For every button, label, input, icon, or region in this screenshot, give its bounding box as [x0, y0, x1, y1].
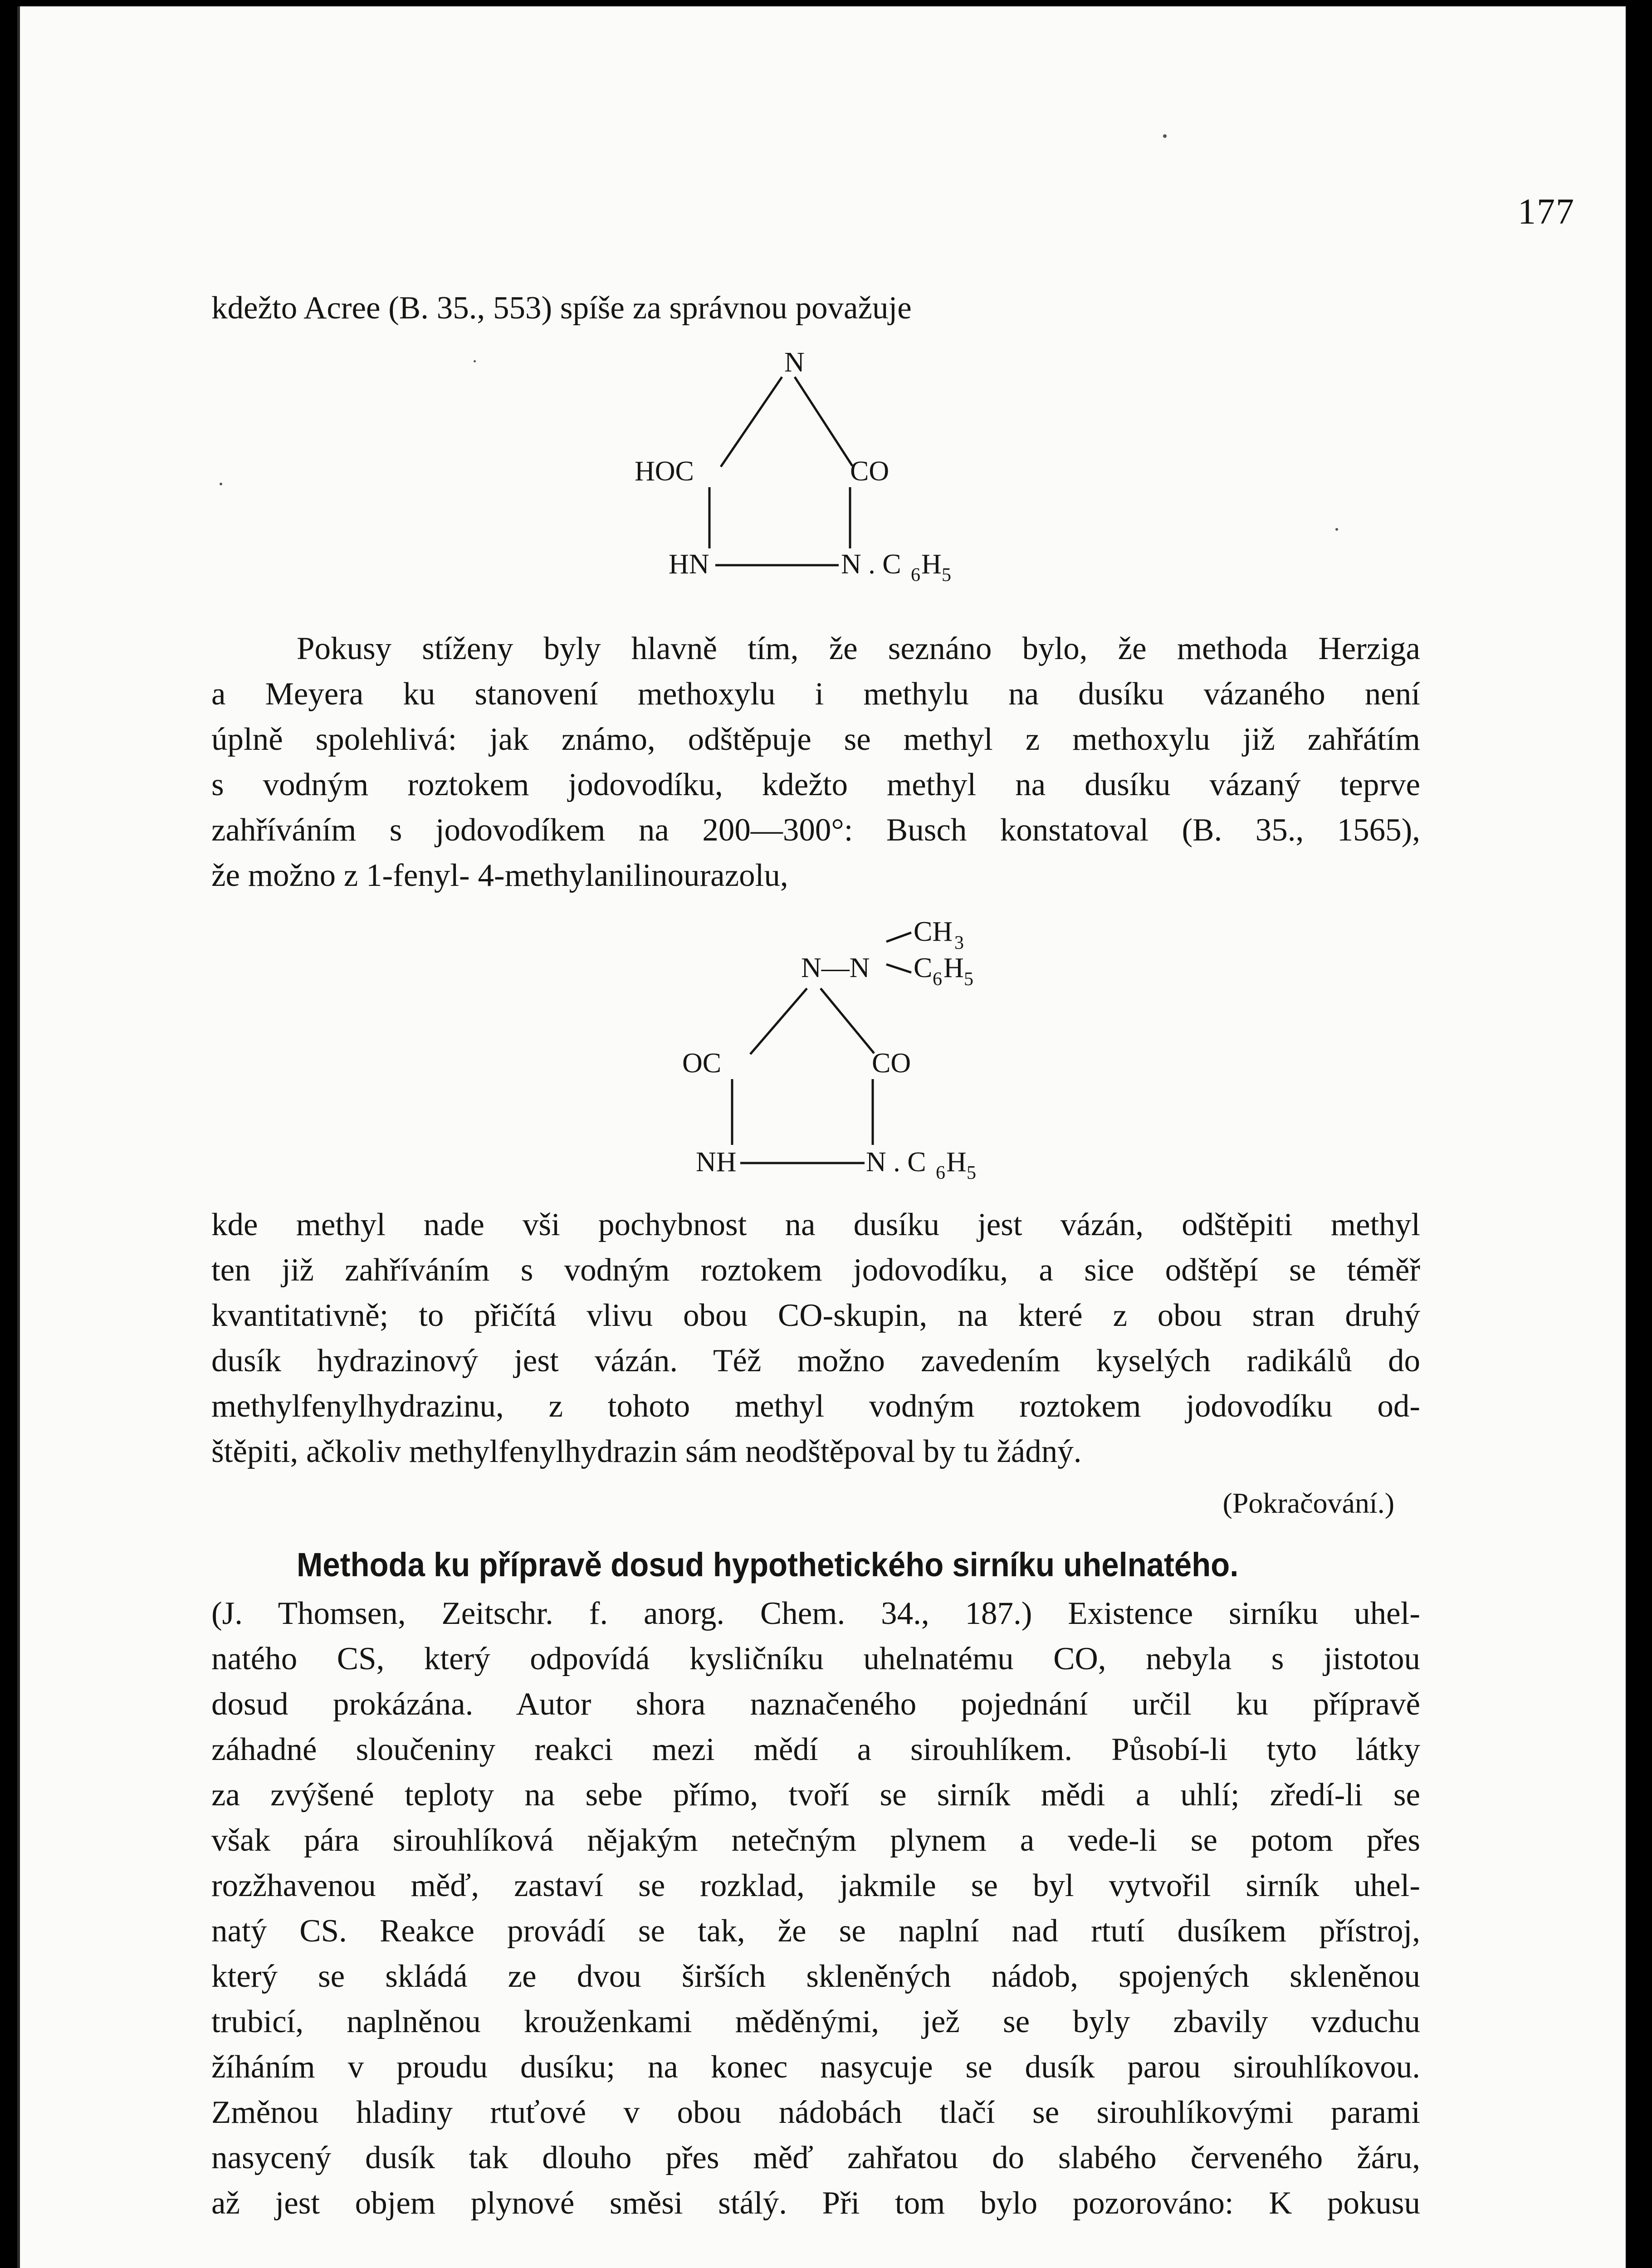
text-line: rozžhavenou měď, zastaví se rozklad, jakmile se byl vytvořil sirník uhel- [211, 1868, 1420, 1903]
text-line-intro: kdežto Acree (B. 35., 553) spíše za správnou považuje [211, 290, 912, 326]
formula2-nh: NH [696, 1147, 737, 1178]
text-line: až jest objem plynové směsi stálý. Při tom bylo pozorováno: K pokusu [211, 2185, 1420, 2221]
formula1-h: H [921, 549, 942, 580]
formula2-bond-right [821, 988, 874, 1053]
text-line: natý CS. Reakce provádí se tak, že se naplní nad rtutí dusíkem přístroj, [211, 1913, 1420, 1949]
section-heading: Methoda ku přípravě dosud hypothetického sirníku uhelnatého. [297, 1546, 1239, 1584]
formula-2-svg [655, 909, 1086, 1190]
text-line: dusík hydrazinový jest vázán. Též možno zavedením kyselých radikálů do [211, 1343, 1420, 1378]
scan-speck [474, 360, 476, 362]
formula-1-svg [605, 344, 1013, 598]
formula2-bond-left [750, 988, 807, 1054]
text-line: štěpiti, ačkoliv methylfenylhydrazin sám neodštěpoval by tu žádný. [211, 1434, 1082, 1469]
text-line: methylfenylhydrazinu, z tohoto methyl vodným roztokem jodovodíku od- [211, 1388, 1420, 1424]
formula2-ch: CH [914, 916, 953, 947]
text-line: s vodným roztokem jodovodíku, kdežto methyl na dusíku vázaný teprve [211, 767, 1420, 802]
structural-formula-1 [605, 344, 1013, 601]
formula1-bond-left [721, 377, 782, 467]
text-line: žíháním v proudu dusíku; na konec nasycuje se dusík parou sirouhlíkovou. [211, 2049, 1420, 2085]
scan-speck [220, 483, 222, 485]
formula2-nc: N . C [866, 1147, 926, 1178]
text-line: a Meyera ku stanovení methoxylu i methylu na dusíku vázaného není [211, 676, 1420, 712]
text-line: nasycený dusík tak dlouho přes měď zahřatou do slabého červeného žáru, [211, 2140, 1420, 2175]
text-line: záhadné sloučeniny reakci mezi mědí a sirouhlíkem. Působí-li tyto látky [211, 1732, 1420, 1767]
formula2-h: H [943, 953, 964, 983]
formula2-bond-c6h5 [886, 964, 911, 973]
scan-speck [1335, 528, 1338, 531]
text-line: úplně spolehlivá: jak známo, odštěpuje se methyl z methoxylu již zahřátím [211, 722, 1420, 757]
formula2-bh: H [946, 1147, 967, 1178]
text-line: kvantitativně; to přičítá vlivu obou CO-skupin, na které z obou stran druhý [211, 1298, 1420, 1333]
formula2-co: CO [872, 1048, 911, 1079]
formula1-sub5: 5 [942, 565, 951, 586]
text-line: Pokusy stíženy byly hlavně tím, že seznáno bylo, že methoda Herziga [297, 631, 1420, 666]
formula2-oc: OC [682, 1048, 722, 1079]
page-number: 177 [1518, 192, 1575, 232]
formula1-co: CO [850, 456, 890, 487]
formula1-sub6: 6 [911, 565, 920, 586]
scan-speck [1163, 134, 1167, 138]
text-line: dosud prokázána. Autor shora naznačeného pojednání určil ku přípravě [211, 1686, 1420, 1722]
text-line: který se skládá ze dvou širších skleněných nádob, spojených skleněnou [211, 1959, 1420, 1994]
text-line: že možno z 1-fenyl- 4-methylanilinourazolu, [211, 858, 788, 893]
text-line: kde methyl nade vši pochybnost na dusíku jest vázán, odštěpiti methyl [211, 1207, 1420, 1242]
text-line: trubicí, naplněnou krouženkami měděnými, jež se byly zbavily vzduchu [211, 2004, 1420, 2039]
text-line: za zvýšené teploty na sebe přímo, tvoří se sirník mědi a uhlí; zředí-li se [211, 1777, 1420, 1813]
formula1-hn: HN [669, 549, 709, 580]
formula2-bond-ch3 [886, 933, 911, 942]
text-line: však pára sirouhlíková nějakým netečným plynem a vede-li se potom přes [211, 1823, 1420, 1858]
text-line: ten již zahříváním s vodným roztokem jodovodíku, a sice odštěpí se téměř [211, 1252, 1420, 1288]
page [17, 6, 1626, 2268]
text-line: natého CS, který odpovídá kysličníku uhelnatému CO, nebyla s jistotou [211, 1641, 1420, 1677]
formula1-nc: N . C [841, 549, 901, 580]
text-line: (J. Thomsen, Zeitschr. f. anorg. Chem. 34., 187.) Existence sirníku uhel- [211, 1596, 1420, 1631]
formula1-bond-right [795, 377, 852, 466]
structural-formula-2 [655, 909, 1086, 1193]
text-line: zahříváním s jodovodíkem na 200—300°: Busch konstatoval (B. 35., 1565), [211, 812, 1420, 848]
formula2-sub3: 3 [954, 933, 964, 953]
continuation-note: (Pokračování.) [1222, 1487, 1394, 1519]
formula1-hoc: HOC [635, 456, 694, 487]
formula2-bsub6: 6 [936, 1163, 945, 1183]
formula2-nn: N—N [801, 953, 870, 983]
formula2-sub5: 5 [964, 969, 973, 990]
formula2-sub6: 6 [933, 969, 942, 990]
formula2-c: C [914, 953, 933, 983]
text-line: Změnou hladiny rtuťové v obou nádobách tlačí se sirouhlíkovými parami [211, 2095, 1420, 2130]
formula2-bsub5: 5 [967, 1163, 976, 1183]
formula1-atom-n: N [784, 347, 805, 378]
